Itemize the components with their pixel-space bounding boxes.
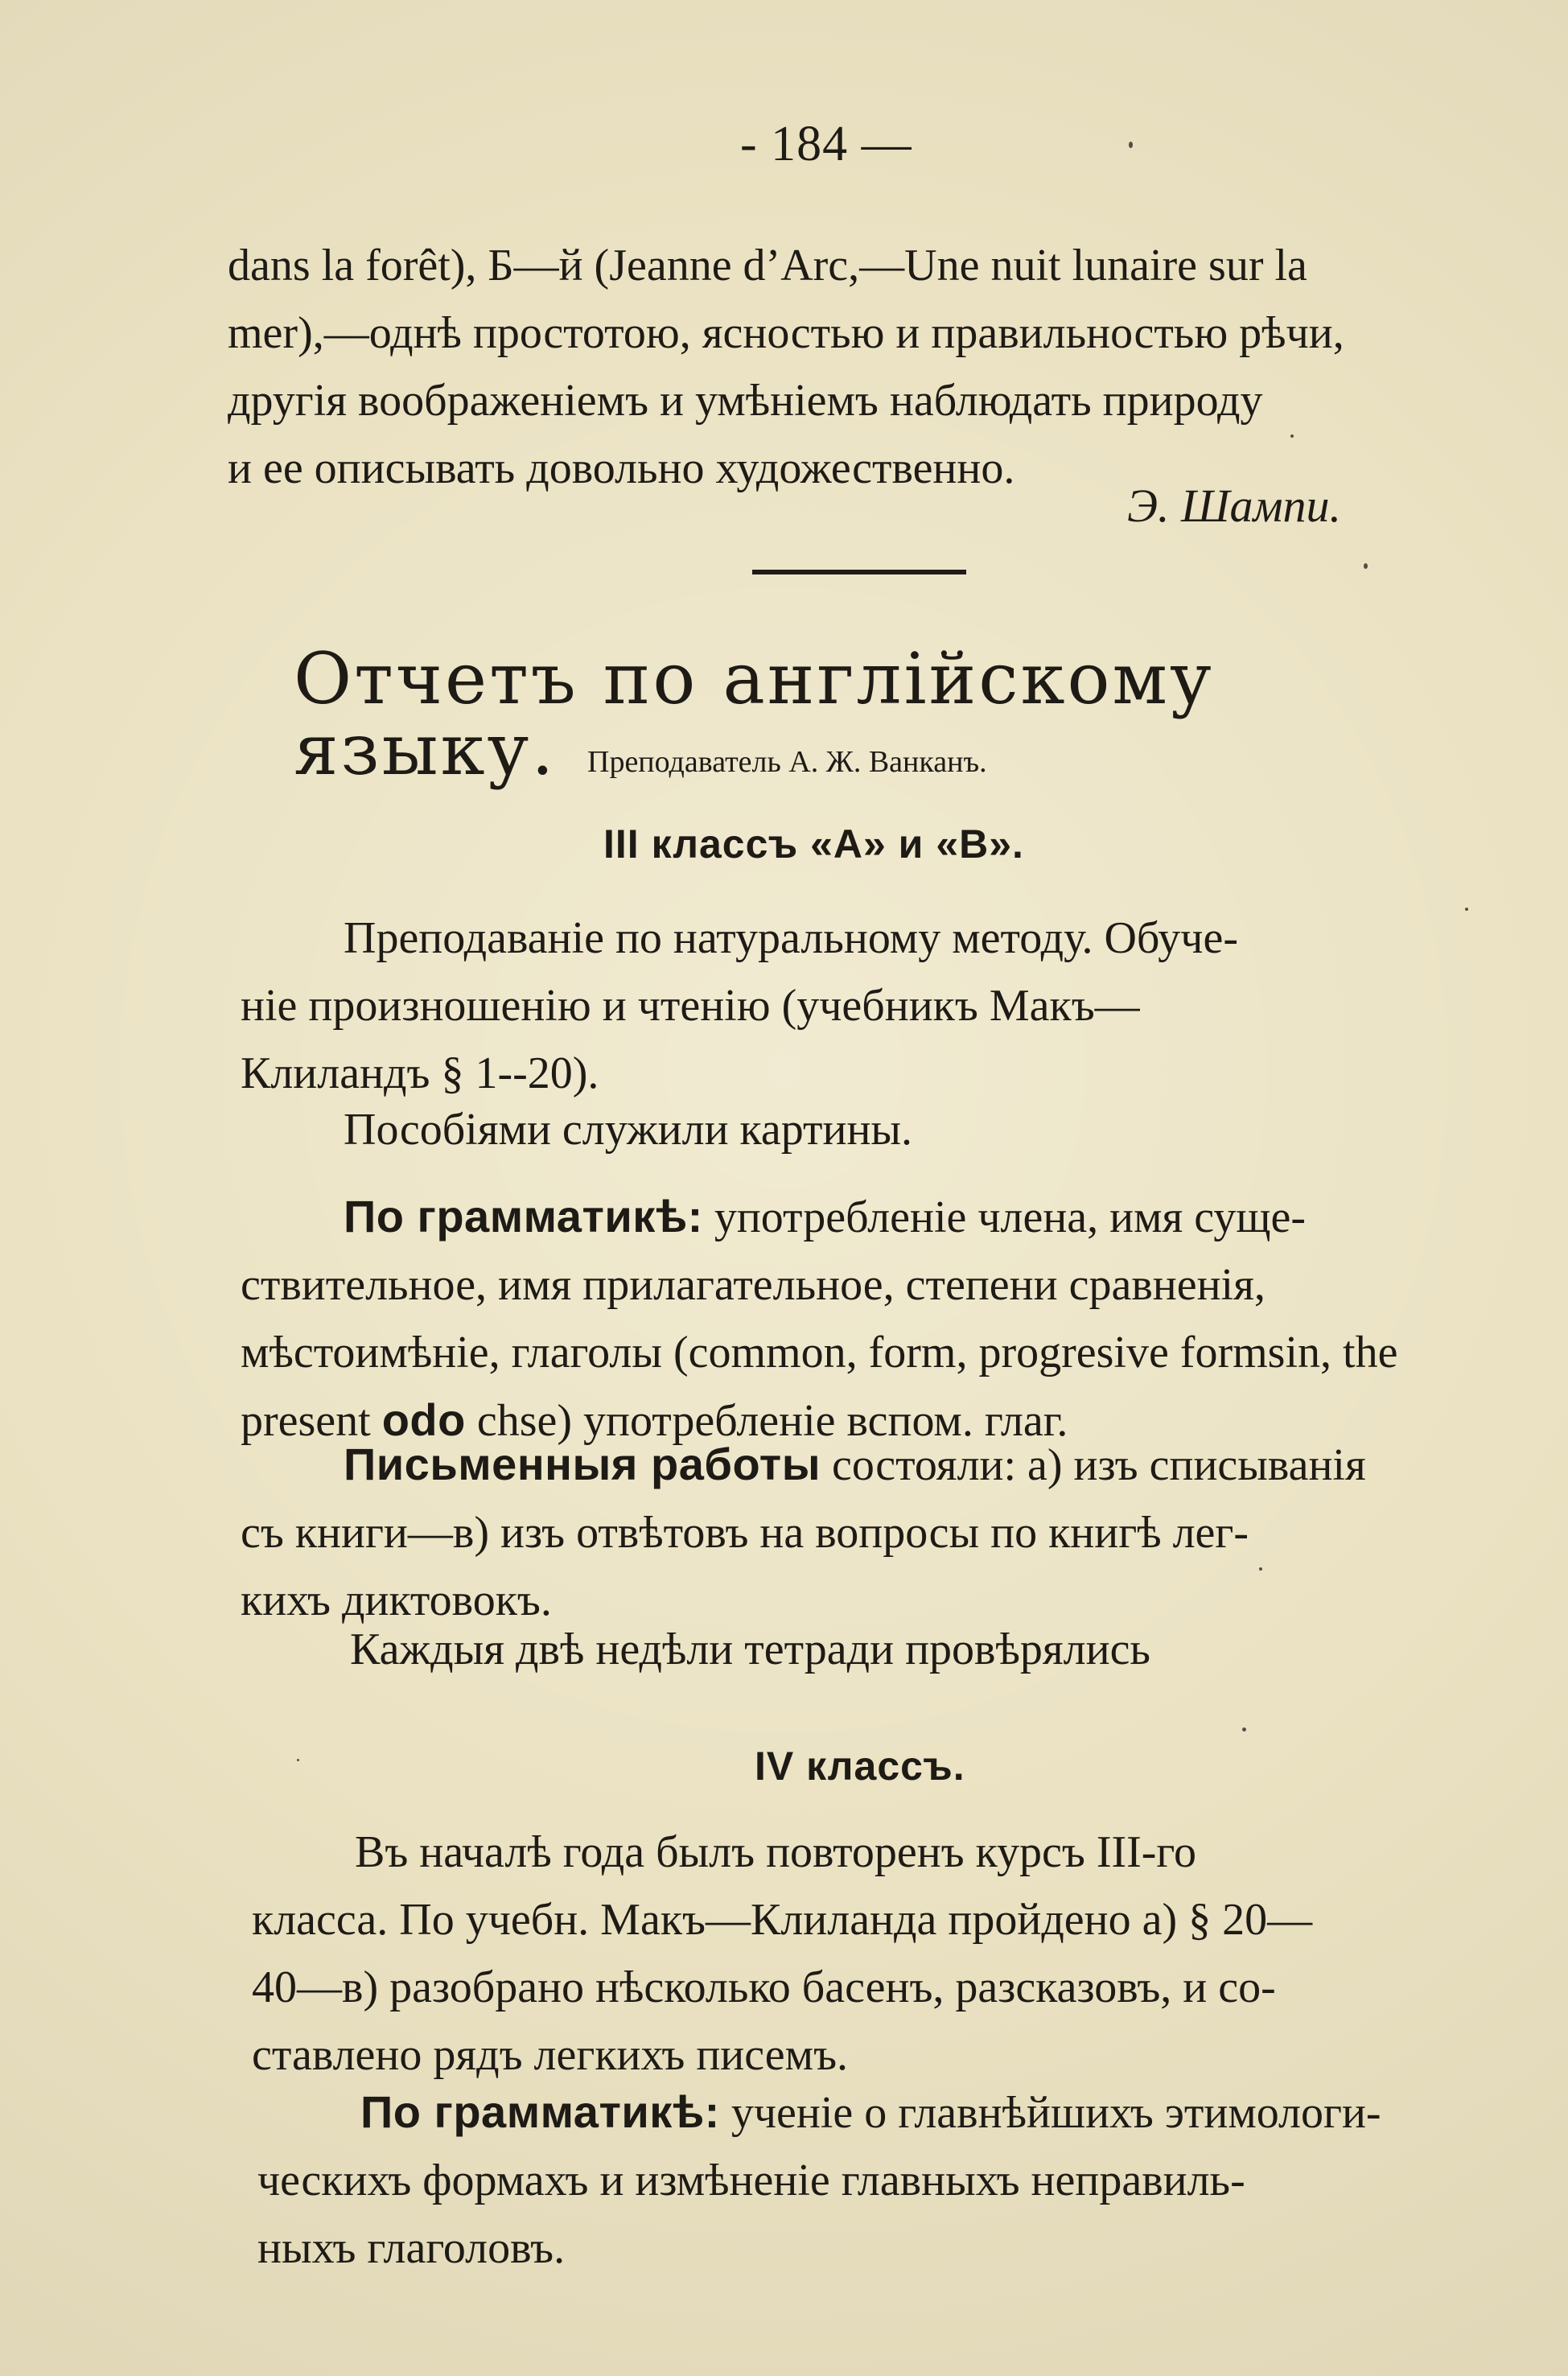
signature: Э. Шампи.	[1127, 480, 1341, 532]
class-3-p3-line-4-bold: odo	[381, 1394, 466, 1445]
class-3-p2-line: Пособіями служили картины.	[344, 1105, 913, 1155]
top-line-2: mer),—однѣ простотою, ясностью и правильностью рѣчи,	[228, 308, 1344, 358]
class-3-p4-line-2: съ книги—в) изъ отвѣтовъ на вопросы по книгѣ лег-	[241, 1508, 1249, 1558]
class-4-p1-line-2: класса. По учебн. Макъ—Клиланда пройдено а) § 20—	[252, 1895, 1313, 1945]
class-3-p4-line-1	[241, 1431, 1520, 1499]
class-3-heading: III классъ «А» и «В».	[603, 822, 1024, 867]
class-3-paragraph-5	[350, 1616, 1396, 1683]
ink-speck	[1129, 142, 1133, 148]
teacher-line: Преподаватель А. Ж. Ванканъ.	[587, 745, 987, 779]
class-3-grammar-lead: По грамматикѣ:	[344, 1191, 703, 1242]
class-3-p5-line: Каждыя двѣ недѣли тетради провѣрялись	[350, 1624, 1150, 1674]
report-title: Отчетъ по англійскому языку.	[294, 637, 1214, 791]
class-3-p3-line-3: мѣстоимѣніе, глаголы (common, form, progresive formsin, the	[241, 1328, 1398, 1377]
ink-speck	[297, 1759, 299, 1761]
class-3-p3-line-4-b: chse) употребленіе вспом. глаг.	[465, 1396, 1068, 1446]
ink-speck	[1465, 908, 1468, 911]
class-4-paragraph-1	[252, 1818, 1523, 2089]
class-4-p1-line-4: ставлено рядъ легкихъ писемъ.	[252, 2030, 849, 2080]
class-3-paragraph-2	[344, 1096, 1309, 1163]
class-3-paragraph-3	[241, 1183, 1520, 1455]
class-4-heading: IV классъ.	[755, 1744, 965, 1789]
class-4-p2-line-3: ныхъ глаголовъ.	[257, 2223, 566, 2273]
top-line-1: dans la forêt), Б—й (Jeanne d’Arc,—Une nuit lunaire sur la	[228, 241, 1307, 290]
class-4-p2-line-2: ческихъ формахъ и измѣненіе главныхъ неправиль-	[257, 2156, 1245, 2205]
class-3-p3-line-4-a: present	[241, 1396, 382, 1446]
class-3-p1-line-1: Преподаваніе по натуральному методу. Обуче-	[344, 913, 1238, 963]
class-4-p1-line-1: Въ началѣ года былъ повторенъ курсъ III-го	[355, 1827, 1197, 1877]
class-3-p1-line-3: Клиландъ § 1--20).	[241, 1048, 599, 1098]
class-3-grammar-rest: употребленіе члена, имя суще-	[702, 1192, 1307, 1242]
class-3-p3-line-1	[241, 1183, 1520, 1251]
class-4-p2-line-1	[257, 2078, 1521, 2147]
ink-speck	[1364, 563, 1368, 569]
class-4-grammar-lead: По грамматикѣ:	[360, 2086, 720, 2137]
class-3-written-rest: состояли: а) изъ списыванія	[821, 1440, 1366, 1490]
class-3-p4-line-3: кихъ диктовокъ.	[241, 1575, 552, 1625]
top-continuation-paragraph	[228, 232, 1500, 502]
page-number: - 184 —	[740, 117, 912, 171]
class-3-p3-line-2: ствительное, имя прилагательное, степени сравненія,	[241, 1260, 1266, 1310]
class-3-written-lead: Письменныя работы	[344, 1439, 821, 1489]
top-line-4: и ее описывать довольно художественно.	[228, 443, 1015, 493]
top-line-3: другія воображеніемъ и умѣніемъ наблюдать природу	[228, 376, 1263, 426]
class-3-paragraph-1	[241, 904, 1512, 1107]
class-4-grammar-rest: ученіе о главнѣйшихъ этимологи-	[719, 2088, 1381, 2138]
class-3-paragraph-4	[241, 1431, 1520, 1634]
ink-speck	[1259, 1567, 1262, 1571]
ink-speck	[1290, 434, 1294, 438]
class-4-p1-line-3: 40—в) разобрано нѣсколько басенъ, разсказовъ, и со-	[252, 1962, 1276, 2012]
class-4-paragraph-2	[257, 2078, 1521, 2282]
section-divider	[752, 570, 966, 574]
ink-speck	[1242, 1727, 1246, 1732]
class-3-p1-line-2: ніе произношенію и чтенію (учебникъ Макъ—	[241, 981, 1140, 1031]
